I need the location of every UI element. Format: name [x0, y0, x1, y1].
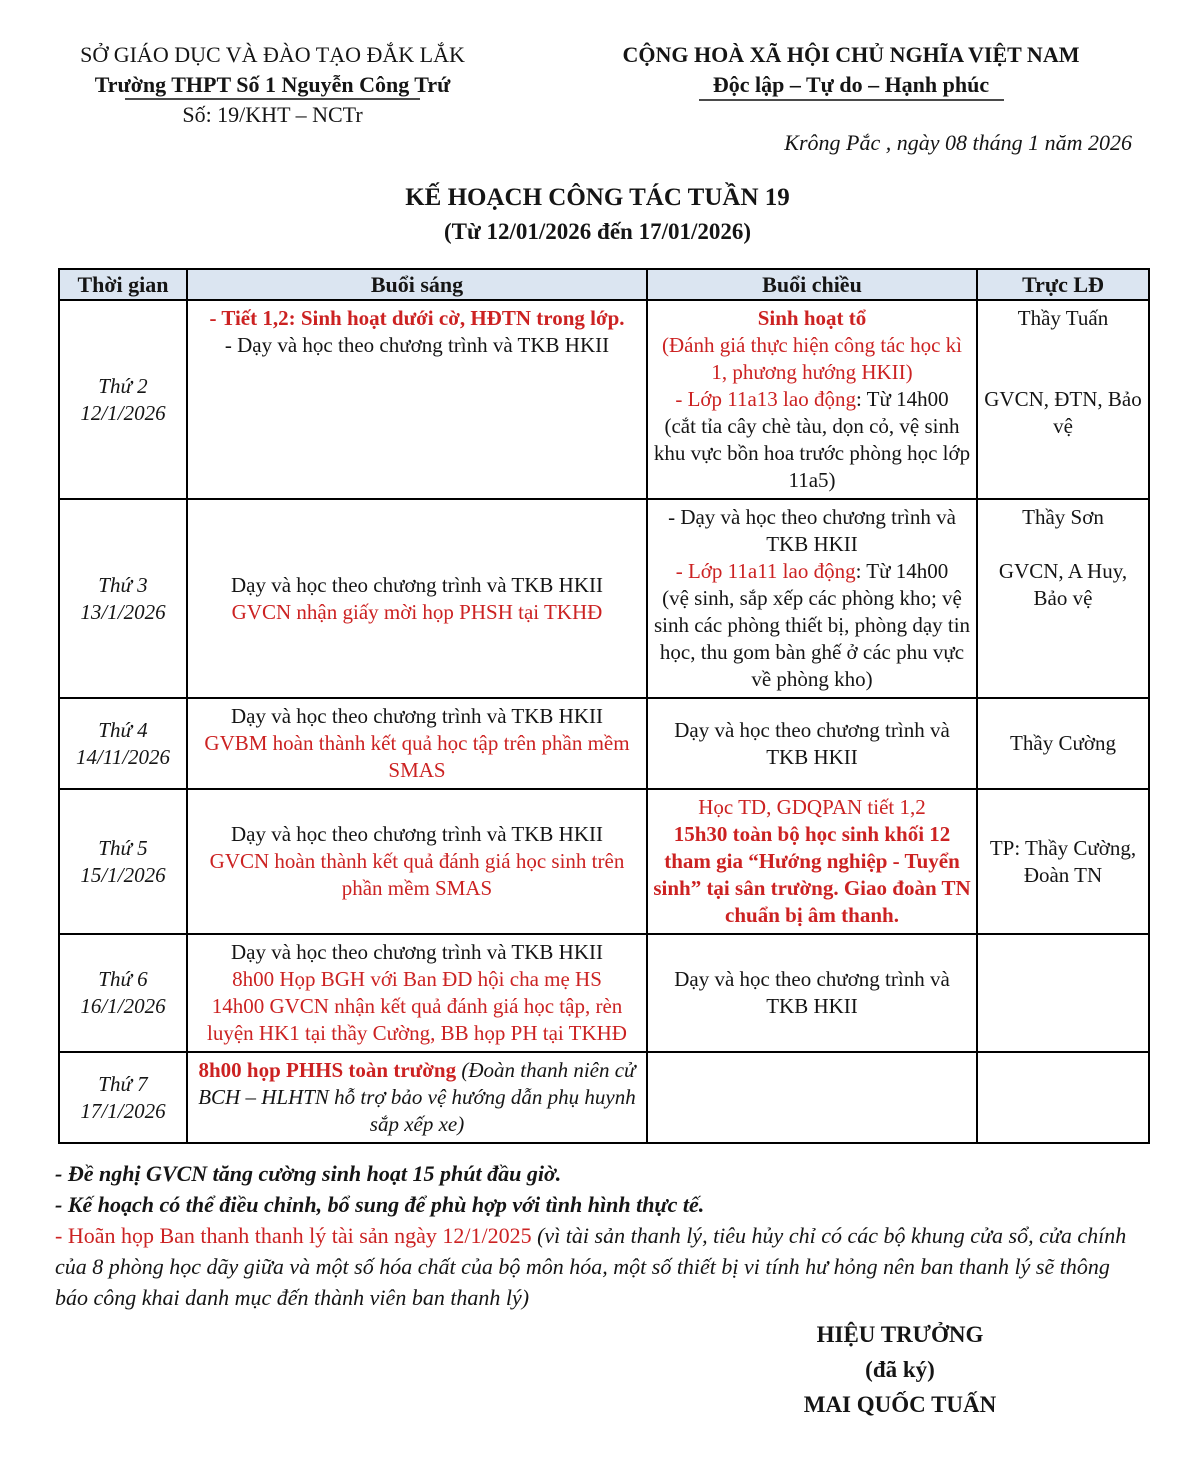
table-row — [59, 934, 1149, 1052]
cell-morning — [187, 698, 647, 789]
col-header-time: Thời gian — [59, 269, 187, 300]
cell-afternoon — [647, 789, 977, 934]
text-segment: - Tiết 1,2: Sinh hoạt dưới cờ, HĐTN trong lớp. — [209, 306, 625, 330]
cell-afternoon — [647, 698, 977, 789]
cell-duty — [977, 934, 1149, 1052]
text-segment: Thầy Cường — [1010, 731, 1116, 755]
text-segment: TP: Thầy Cường, Đoàn TN — [989, 835, 1137, 887]
document-number: Số: 19/KHT – NCTr — [182, 102, 363, 127]
document-header — [55, 40, 1140, 158]
text-segment: - Lớp 11a11 lao động — [675, 559, 856, 583]
col-header-morning: Buổi sáng — [187, 269, 647, 300]
text-segment: Sinh hoạt tổ — [757, 306, 867, 330]
text-segment: 8h00 họp PHHS toàn trường — [198, 1058, 462, 1082]
text-segment: Dạy và học theo chương trình và TKB HKII — [674, 967, 950, 1018]
text-segment: GVCN, A Huy, Bảo vệ — [998, 559, 1128, 610]
cell-line — [983, 730, 1143, 757]
cell-time — [59, 300, 187, 499]
text-segment: (Đoàn thanh niên cử BCH – HLHTN hỗ trợ bảo vệ hướng dẫn phụ huynh sắp xếp xe) — [198, 1058, 636, 1136]
cell-afternoon — [647, 499, 977, 698]
cell-morning — [187, 300, 647, 499]
text-segment: Dạy và học theo chương trình và TKB HKII — [230, 572, 603, 597]
department-name: SỞ GIÁO DỤC VÀ ĐÀO TẠO ĐẮK LẮK — [80, 42, 465, 67]
cell-time — [59, 499, 187, 698]
col-header-duty: Trực LĐ — [977, 269, 1149, 300]
cell-morning — [187, 789, 647, 934]
text-segment: (vì tài sản thanh lý, tiêu hủy chỉ có các bộ khung cửa sổ, cửa chính của 8 phòng học dãy giữa và một số hóa chất của bộ môn hóa, một số thiết bị vi tính hư hỏng nên ban thanh lý sẽ thông báo công khai danh mục đến thành viên ban thanh lý) — [55, 1223, 1127, 1310]
cell-line — [653, 717, 971, 771]
date-label: 17/1/2026 — [80, 1098, 166, 1123]
text-segment: GVCN nhận giấy mời họp PHSH tại TKHĐ — [231, 599, 603, 624]
text-segment: GVCN, ĐTN, Bảo vệ — [984, 387, 1142, 438]
cell-line — [983, 332, 1143, 359]
day-label: Thứ 5 — [98, 835, 148, 860]
cell-line — [193, 848, 641, 902]
cell-line — [983, 359, 1143, 386]
text-segment: - Hoãn họp Ban thanh thanh lý tài sản ngày 12/1/2025 — [55, 1223, 532, 1248]
cell-duty — [977, 499, 1149, 698]
cell-line — [983, 531, 1143, 558]
text-segment: Học TD, GDQPAN tiết 1,2 — [698, 795, 926, 819]
text-segment: GVCN hoàn thành kết quả đánh giá học sinh trên phần mềm SMAS — [209, 849, 625, 900]
cell-line — [653, 966, 971, 1020]
cell-line — [193, 572, 641, 599]
table-row — [59, 789, 1149, 934]
cell-time — [59, 698, 187, 789]
date-label: 13/1/2026 — [80, 599, 166, 624]
cell-line — [653, 794, 971, 821]
text-segment: Dạy và học theo chương trình và TKB HKII — [230, 822, 603, 846]
day-label: Thứ 3 — [98, 572, 148, 597]
signature-role: HIỆU TRƯỞNG — [816, 1322, 984, 1347]
text-segment: Dạy và học theo chương trình và TKB HKII — [230, 940, 603, 964]
cell-line — [653, 504, 971, 558]
cell-line — [983, 504, 1143, 531]
text-segment: - Đề nghị GVCN tăng cường sinh hoạt 15 phút đầu giờ. — [55, 1161, 562, 1186]
cell-line — [983, 558, 1143, 612]
note-line — [55, 1189, 1140, 1220]
text-segment: : Từ 14h00 — [855, 387, 949, 411]
note-line — [55, 1158, 1140, 1189]
cell-duty — [977, 789, 1149, 934]
day-label: Thứ 2 — [98, 373, 148, 398]
cell-line — [193, 939, 641, 966]
cell-morning — [187, 499, 647, 698]
text-segment: 14h00 GVCN nhận kết quả đánh giá học tập, rèn luyện HK1 tại thầy Cường, BB họp PH tại TKHĐ — [207, 994, 627, 1045]
cell-line — [983, 305, 1143, 332]
col-header-afternoon: Buổi chiều — [647, 269, 977, 300]
notes — [55, 1158, 1140, 1313]
table-row — [59, 1052, 1149, 1143]
header-row — [59, 269, 1149, 300]
national-title: CỘNG HOÀ XÃ HỘI CHỦ NGHĨA VIỆT NAM — [622, 42, 1080, 67]
table-row — [59, 300, 1149, 499]
page-subtitle: (Từ 12/01/2026 đến 17/01/2026) — [443, 219, 752, 244]
text-segment: (cắt tỉa cây chè tàu, dọn cỏ, vệ sinh khu vực bồn hoa trước phòng học lớp 11a5) — [653, 414, 971, 492]
text-segment: Dạy và học theo chương trình và TKB HKII — [230, 704, 603, 728]
national-header-block — [562, 40, 1140, 158]
cell-time — [59, 789, 187, 934]
cell-line — [193, 1057, 641, 1138]
text-segment: GVBM hoàn thành kết quả học tập trên phần mềm SMAS — [204, 731, 630, 782]
date-label: 14/11/2026 — [75, 744, 171, 769]
text-segment: (Đánh giá thực hiện công tác học kì 1, phương hướng HKII) — [661, 333, 963, 384]
cell-line — [653, 332, 971, 386]
text-segment: Thầy Sơn — [1022, 505, 1104, 529]
text-segment: : Từ 14h00 — [855, 559, 949, 583]
text-segment: 8h00 Họp BGH với Ban ĐD hội cha mẹ HS — [232, 967, 602, 991]
signature-signed: (đã ký) — [865, 1357, 935, 1382]
schedule-header — [59, 269, 1149, 300]
cell-line — [193, 332, 641, 359]
day-label: Thứ 7 — [98, 1071, 148, 1096]
cell-line — [653, 305, 971, 332]
cell-morning — [187, 934, 647, 1052]
cell-line — [193, 730, 641, 784]
page-title: KẾ HOẠCH CÔNG TÁC TUẦN 19 — [405, 184, 790, 211]
school-name: Trường THPT Số 1 Nguyễn Công Trứ — [94, 72, 451, 97]
cell-line — [193, 305, 641, 332]
cell-duty — [977, 698, 1149, 789]
cell-line — [983, 386, 1143, 440]
day-label: Thứ 6 — [98, 967, 148, 991]
cell-line — [653, 386, 971, 413]
issuing-org-block — [55, 40, 490, 130]
text-segment: Dạy và học theo chương trình và TKB HKII — [674, 717, 950, 769]
cell-duty — [977, 1052, 1149, 1143]
cell-line — [653, 585, 971, 693]
cell-time — [59, 934, 187, 1052]
date-label: 16/1/2026 — [80, 994, 166, 1018]
cell-afternoon — [647, 1052, 977, 1143]
text-segment: 15h30 toàn bộ học sinh khối 12 tham gia “Hướng nghiệp - Tuyển sinh” tại sân trường. Giao đoàn TN chuẩn bị âm thanh. — [653, 822, 971, 927]
cell-line — [653, 558, 971, 585]
cell-line — [653, 413, 971, 494]
national-motto: Độc lập – Tự do – Hạnh phúc — [712, 72, 990, 97]
table-row — [59, 698, 1149, 789]
text-segment: (vệ sinh, sắp xếp các phòng kho; vệ sinh các phòng thiết bị, phòng dạy tin học, thu gom bàn ghế ở các phu vực về phòng kho) — [653, 586, 971, 691]
schedule-body — [59, 300, 1149, 1143]
cell-line — [193, 821, 641, 848]
text-segment: - Dạy và học theo chương trình và TKB HKII — [224, 333, 610, 357]
note-line — [55, 1220, 1140, 1313]
date-label: 15/1/2026 — [80, 862, 166, 887]
text-segment: - Kế hoạch có thể điều chỉnh, bổ sung để phù hợp với tình hình thực tế. — [55, 1192, 705, 1217]
cell-line — [193, 703, 641, 730]
cell-line — [983, 835, 1143, 889]
signature-name: MAI QUỐC TUẤN — [803, 1392, 997, 1417]
signature-block — [700, 1317, 1100, 1422]
date-label: 12/1/2026 — [80, 400, 166, 425]
schedule-table — [58, 268, 1150, 1144]
dateline: Krông Pắc , ngày 08 tháng 1 năm 2026 — [784, 130, 1132, 155]
text-segment: Thầy Tuấn — [1017, 306, 1109, 330]
cell-line — [193, 993, 641, 1047]
cell-morning — [187, 1052, 647, 1143]
cell-line — [193, 966, 641, 993]
text-segment: - Dạy và học theo chương trình và TKB HKII — [668, 505, 956, 556]
cell-duty — [977, 300, 1149, 499]
cell-afternoon — [647, 934, 977, 1052]
cell-time — [59, 1052, 187, 1143]
table-row — [59, 499, 1149, 698]
cell-line — [193, 599, 641, 626]
day-label: Thứ 4 — [98, 717, 148, 742]
cell-line — [653, 821, 971, 929]
text-segment: - Lớp 11a13 lao động — [675, 387, 856, 411]
cell-afternoon — [647, 300, 977, 499]
